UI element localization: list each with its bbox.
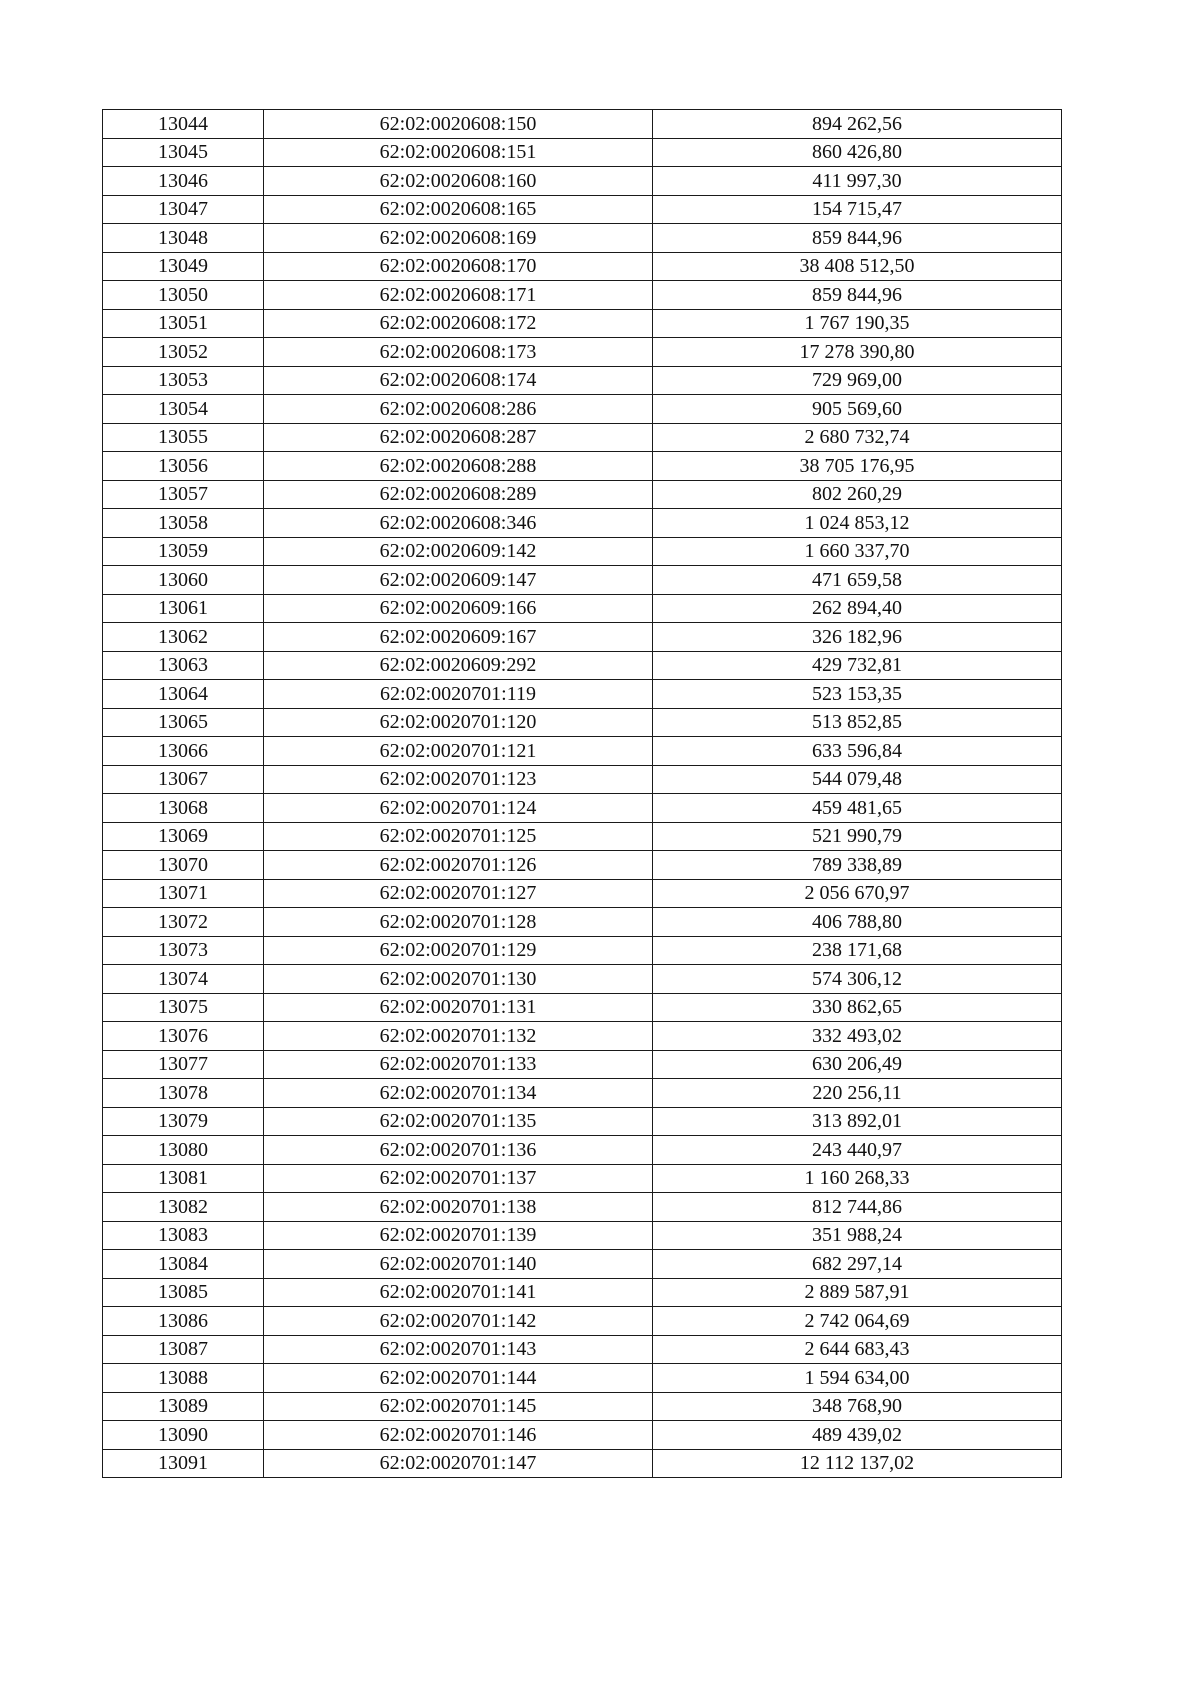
cadastral-value-cell: 630 206,49 — [653, 1050, 1062, 1079]
row-number-cell: 13078 — [103, 1079, 264, 1108]
cadastral-number-cell: 62:02:0020609:166 — [264, 594, 653, 623]
table-row — [103, 708, 1062, 737]
table-row — [103, 879, 1062, 908]
cadastral-value-table — [102, 109, 1062, 1478]
cadastral-number-cell: 62:02:0020701:143 — [264, 1335, 653, 1364]
cadastral-value-cell: 351 988,24 — [653, 1221, 1062, 1250]
cadastral-value-cell: 332 493,02 — [653, 1022, 1062, 1051]
cadastral-value-cell: 2 742 064,69 — [653, 1307, 1062, 1336]
table-row — [103, 509, 1062, 538]
cadastral-value-cell: 682 297,14 — [653, 1250, 1062, 1279]
cadastral-number-cell: 62:02:0020701:138 — [264, 1193, 653, 1222]
cadastral-number-cell: 62:02:0020608:170 — [264, 252, 653, 281]
cadastral-value-cell: 789 338,89 — [653, 851, 1062, 880]
cadastral-value-cell: 2 889 587,91 — [653, 1278, 1062, 1307]
cadastral-number-cell: 62:02:0020608:172 — [264, 309, 653, 338]
cadastral-number-cell: 62:02:0020701:137 — [264, 1164, 653, 1193]
row-number-cell: 13086 — [103, 1307, 264, 1336]
cadastral-value-cell: 429 732,81 — [653, 651, 1062, 680]
cadastral-number-cell: 62:02:0020701:120 — [264, 708, 653, 737]
table-row — [103, 1050, 1062, 1079]
cadastral-number-cell: 62:02:0020701:119 — [264, 680, 653, 709]
cadastral-number-cell: 62:02:0020701:135 — [264, 1107, 653, 1136]
row-number-cell: 13081 — [103, 1164, 264, 1193]
cadastral-number-cell: 62:02:0020609:142 — [264, 537, 653, 566]
cadastral-value-cell: 521 990,79 — [653, 822, 1062, 851]
cadastral-number-cell: 62:02:0020608:169 — [264, 224, 653, 253]
cadastral-number-cell: 62:02:0020608:151 — [264, 138, 653, 167]
table-row — [103, 338, 1062, 367]
row-number-cell: 13049 — [103, 252, 264, 281]
cadastral-value-cell: 859 844,96 — [653, 281, 1062, 310]
row-number-cell: 13053 — [103, 366, 264, 395]
cadastral-number-cell: 62:02:0020701:140 — [264, 1250, 653, 1279]
cadastral-value-cell: 330 862,65 — [653, 993, 1062, 1022]
cadastral-number-cell: 62:02:0020701:121 — [264, 737, 653, 766]
table-row — [103, 566, 1062, 595]
row-number-cell: 13061 — [103, 594, 264, 623]
cadastral-number-cell: 62:02:0020608:287 — [264, 423, 653, 452]
cadastral-value-cell: 238 171,68 — [653, 936, 1062, 965]
table-row — [103, 1449, 1062, 1478]
table-row — [103, 1221, 1062, 1250]
row-number-cell: 13075 — [103, 993, 264, 1022]
table-row — [103, 1364, 1062, 1393]
row-number-cell: 13070 — [103, 851, 264, 880]
row-number-cell: 13057 — [103, 480, 264, 509]
table-row — [103, 737, 1062, 766]
cadastral-value-cell: 2 056 670,97 — [653, 879, 1062, 908]
cadastral-value-cell: 2 680 732,74 — [653, 423, 1062, 452]
table-row — [103, 1107, 1062, 1136]
cadastral-value-cell: 411 997,30 — [653, 167, 1062, 196]
cadastral-value-cell: 1 767 190,35 — [653, 309, 1062, 338]
table-row — [103, 167, 1062, 196]
table-row — [103, 452, 1062, 481]
table-row — [103, 1079, 1062, 1108]
row-number-cell: 13046 — [103, 167, 264, 196]
row-number-cell: 13064 — [103, 680, 264, 709]
row-number-cell: 13079 — [103, 1107, 264, 1136]
cadastral-number-cell: 62:02:0020608:160 — [264, 167, 653, 196]
table-row — [103, 794, 1062, 823]
cadastral-value-cell: 17 278 390,80 — [653, 338, 1062, 367]
table-row — [103, 680, 1062, 709]
cadastral-number-cell: 62:02:0020701:147 — [264, 1449, 653, 1478]
table-row — [103, 822, 1062, 851]
row-number-cell: 13088 — [103, 1364, 264, 1393]
table-row — [103, 765, 1062, 794]
cadastral-number-cell: 62:02:0020608:346 — [264, 509, 653, 538]
row-number-cell: 13063 — [103, 651, 264, 680]
cadastral-value-cell: 459 481,65 — [653, 794, 1062, 823]
table-row — [103, 366, 1062, 395]
row-number-cell: 13072 — [103, 908, 264, 937]
cadastral-number-cell: 62:02:0020701:142 — [264, 1307, 653, 1336]
cadastral-value-cell: 262 894,40 — [653, 594, 1062, 623]
table-row — [103, 1335, 1062, 1364]
row-number-cell: 13054 — [103, 395, 264, 424]
cadastral-value-cell: 348 768,90 — [653, 1392, 1062, 1421]
row-number-cell: 13056 — [103, 452, 264, 481]
cadastral-number-cell: 62:02:0020609:167 — [264, 623, 653, 652]
cadastral-value-cell: 802 260,29 — [653, 480, 1062, 509]
cadastral-number-cell: 62:02:0020701:136 — [264, 1136, 653, 1165]
table-row — [103, 1136, 1062, 1165]
cadastral-number-cell: 62:02:0020701:124 — [264, 794, 653, 823]
row-number-cell: 13051 — [103, 309, 264, 338]
table-row — [103, 138, 1062, 167]
cadastral-number-cell: 62:02:0020608:289 — [264, 480, 653, 509]
cadastral-number-cell: 62:02:0020701:130 — [264, 965, 653, 994]
row-number-cell: 13044 — [103, 110, 264, 139]
cadastral-number-cell: 62:02:0020608:171 — [264, 281, 653, 310]
row-number-cell: 13084 — [103, 1250, 264, 1279]
table-row — [103, 224, 1062, 253]
cadastral-value-cell: 544 079,48 — [653, 765, 1062, 794]
table-body — [103, 110, 1062, 1478]
row-number-cell: 13077 — [103, 1050, 264, 1079]
cadastral-value-cell: 12 112 137,02 — [653, 1449, 1062, 1478]
table-row — [103, 594, 1062, 623]
table-row — [103, 851, 1062, 880]
table-row — [103, 965, 1062, 994]
cadastral-number-cell: 62:02:0020701:127 — [264, 879, 653, 908]
cadastral-number-cell: 62:02:0020701:141 — [264, 1278, 653, 1307]
table-row — [103, 993, 1062, 1022]
cadastral-number-cell: 62:02:0020701:125 — [264, 822, 653, 851]
row-number-cell: 13052 — [103, 338, 264, 367]
table-row — [103, 281, 1062, 310]
row-number-cell: 13062 — [103, 623, 264, 652]
cadastral-value-cell: 1 160 268,33 — [653, 1164, 1062, 1193]
table-row — [103, 936, 1062, 965]
cadastral-value-cell: 326 182,96 — [653, 623, 1062, 652]
cadastral-value-cell: 243 440,97 — [653, 1136, 1062, 1165]
table-row — [103, 252, 1062, 281]
cadastral-number-cell: 62:02:0020701:128 — [264, 908, 653, 937]
row-number-cell: 13069 — [103, 822, 264, 851]
row-number-cell: 13090 — [103, 1421, 264, 1450]
cadastral-number-cell: 62:02:0020701:123 — [264, 765, 653, 794]
cadastral-value-cell: 220 256,11 — [653, 1079, 1062, 1108]
row-number-cell: 13060 — [103, 566, 264, 595]
row-number-cell: 13085 — [103, 1278, 264, 1307]
row-number-cell: 13089 — [103, 1392, 264, 1421]
row-number-cell: 13091 — [103, 1449, 264, 1478]
table-row — [103, 1022, 1062, 1051]
table-row — [103, 423, 1062, 452]
cadastral-number-cell: 62:02:0020701:133 — [264, 1050, 653, 1079]
table-row — [103, 537, 1062, 566]
cadastral-value-cell: 574 306,12 — [653, 965, 1062, 994]
row-number-cell: 13055 — [103, 423, 264, 452]
row-number-cell: 13074 — [103, 965, 264, 994]
cadastral-value-cell: 2 644 683,43 — [653, 1335, 1062, 1364]
cadastral-number-cell: 62:02:0020609:292 — [264, 651, 653, 680]
row-number-cell: 13048 — [103, 224, 264, 253]
row-number-cell: 13083 — [103, 1221, 264, 1250]
cadastral-value-cell: 812 744,86 — [653, 1193, 1062, 1222]
cadastral-value-cell: 859 844,96 — [653, 224, 1062, 253]
row-number-cell: 13050 — [103, 281, 264, 310]
row-number-cell: 13087 — [103, 1335, 264, 1364]
cadastral-value-cell: 860 426,80 — [653, 138, 1062, 167]
cadastral-number-cell: 62:02:0020608:174 — [264, 366, 653, 395]
row-number-cell: 13045 — [103, 138, 264, 167]
row-number-cell: 13082 — [103, 1193, 264, 1222]
row-number-cell: 13066 — [103, 737, 264, 766]
row-number-cell: 13047 — [103, 195, 264, 224]
row-number-cell: 13065 — [103, 708, 264, 737]
cadastral-value-cell: 406 788,80 — [653, 908, 1062, 937]
cadastral-number-cell: 62:02:0020701:139 — [264, 1221, 653, 1250]
cadastral-number-cell: 62:02:0020608:286 — [264, 395, 653, 424]
table-row — [103, 1164, 1062, 1193]
row-number-cell: 13068 — [103, 794, 264, 823]
table-row — [103, 110, 1062, 139]
cadastral-number-cell: 62:02:0020701:129 — [264, 936, 653, 965]
cadastral-value-cell: 313 892,01 — [653, 1107, 1062, 1136]
cadastral-value-cell: 633 596,84 — [653, 737, 1062, 766]
table-row — [103, 651, 1062, 680]
cadastral-number-cell: 62:02:0020608:288 — [264, 452, 653, 481]
row-number-cell: 13076 — [103, 1022, 264, 1051]
cadastral-value-cell: 38 705 176,95 — [653, 452, 1062, 481]
cadastral-number-cell: 62:02:0020701:146 — [264, 1421, 653, 1450]
cadastral-value-cell: 729 969,00 — [653, 366, 1062, 395]
cadastral-value-cell: 489 439,02 — [653, 1421, 1062, 1450]
table-row — [103, 623, 1062, 652]
cadastral-number-cell: 62:02:0020608:173 — [264, 338, 653, 367]
cadastral-value-cell: 1 024 853,12 — [653, 509, 1062, 538]
table-row — [103, 1421, 1062, 1450]
table-row — [103, 1307, 1062, 1336]
table-row — [103, 1278, 1062, 1307]
table-row — [103, 908, 1062, 937]
cadastral-value-cell: 894 262,56 — [653, 110, 1062, 139]
row-number-cell: 13059 — [103, 537, 264, 566]
table-row — [103, 1392, 1062, 1421]
row-number-cell: 13067 — [103, 765, 264, 794]
row-number-cell: 13073 — [103, 936, 264, 965]
cadastral-number-cell: 62:02:0020609:147 — [264, 566, 653, 595]
cadastral-number-cell: 62:02:0020701:131 — [264, 993, 653, 1022]
cadastral-value-cell: 38 408 512,50 — [653, 252, 1062, 281]
row-number-cell: 13071 — [103, 879, 264, 908]
row-number-cell: 13080 — [103, 1136, 264, 1165]
cadastral-number-cell: 62:02:0020701:144 — [264, 1364, 653, 1393]
cadastral-number-cell: 62:02:0020608:150 — [264, 110, 653, 139]
cadastral-value-cell: 1 660 337,70 — [653, 537, 1062, 566]
table-row — [103, 309, 1062, 338]
cadastral-value-cell: 523 153,35 — [653, 680, 1062, 709]
cadastral-number-cell: 62:02:0020701:134 — [264, 1079, 653, 1108]
table-row — [103, 480, 1062, 509]
cadastral-number-cell: 62:02:0020701:132 — [264, 1022, 653, 1051]
cadastral-number-cell: 62:02:0020701:126 — [264, 851, 653, 880]
cadastral-value-cell: 1 594 634,00 — [653, 1364, 1062, 1393]
cadastral-value-cell: 154 715,47 — [653, 195, 1062, 224]
table-row — [103, 195, 1062, 224]
cadastral-value-cell: 471 659,58 — [653, 566, 1062, 595]
table-row — [103, 1193, 1062, 1222]
cadastral-value-cell: 513 852,85 — [653, 708, 1062, 737]
row-number-cell: 13058 — [103, 509, 264, 538]
cadastral-value-cell: 905 569,60 — [653, 395, 1062, 424]
table-row — [103, 1250, 1062, 1279]
cadastral-number-cell: 62:02:0020608:165 — [264, 195, 653, 224]
table-row — [103, 395, 1062, 424]
cadastral-number-cell: 62:02:0020701:145 — [264, 1392, 653, 1421]
